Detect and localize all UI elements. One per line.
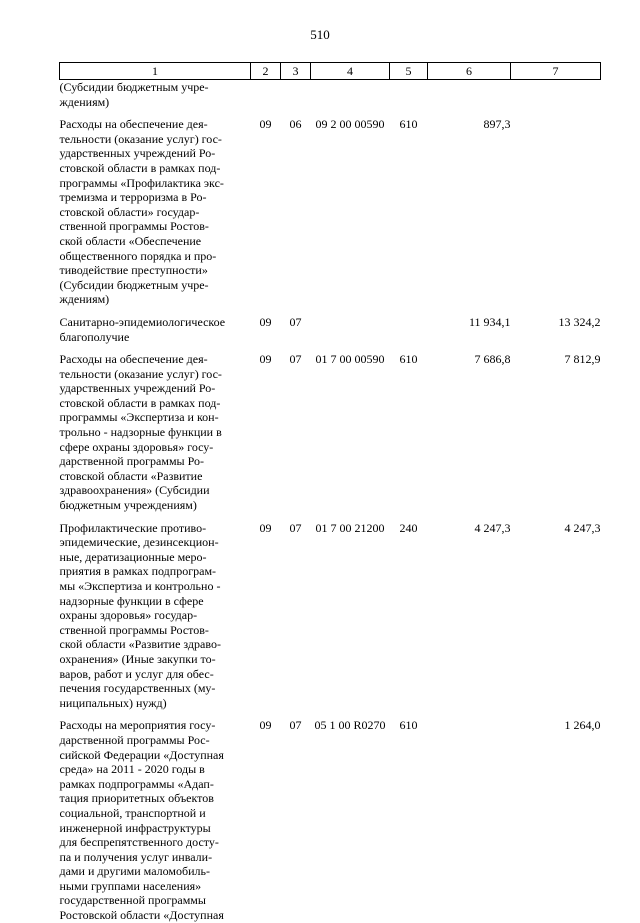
row-section: 09 bbox=[259, 314, 272, 329]
row-target-code bbox=[311, 80, 390, 110]
row-target-code bbox=[311, 315, 390, 344]
row-description: (Субсидии бюджетным учре- ждениям) bbox=[59, 80, 209, 109]
row-subsection: 07 bbox=[289, 520, 302, 535]
row-section bbox=[251, 80, 281, 110]
row-section: 09 bbox=[259, 117, 272, 132]
row-subsection: 07 bbox=[289, 352, 302, 367]
row-expense-type: 610 bbox=[399, 117, 418, 132]
header-col-2: 2 bbox=[251, 63, 281, 80]
page-number: 510 bbox=[310, 27, 330, 42]
row-subsection: 07 bbox=[289, 314, 302, 329]
row-subsection: 06 bbox=[289, 117, 302, 132]
row-amount-col6: 7 686,8 bbox=[474, 352, 511, 367]
table-row bbox=[60, 315, 601, 344]
row-target-code: 05 1 00 R0270 bbox=[314, 718, 386, 733]
budget-table bbox=[59, 62, 601, 923]
row-amount-col6 bbox=[428, 718, 511, 922]
row-amount-col6: 897,3 bbox=[483, 117, 511, 132]
header-col-1: 1 bbox=[60, 63, 251, 80]
row-expense-type: 610 bbox=[399, 718, 418, 733]
row-subsection bbox=[281, 80, 311, 110]
row-expense-type bbox=[390, 80, 428, 110]
row-section: 09 bbox=[259, 520, 272, 535]
row-description: Расходы на обеспечение дея- тельности (оказание услуг) гос- ударственных учреждений Ро- стовской области в рамках под- программы «Экспертиза и кон- трольно - надзорные функции в сфере охраны здоровья» госу- дарственной программы Ро- стовской области «Развитие здравоохранения» (Субсидии бюджетным учреждениям) bbox=[59, 352, 222, 513]
table-row bbox=[60, 117, 601, 307]
header-row bbox=[60, 63, 601, 80]
row-amount-col7: 1 264,0 bbox=[564, 718, 601, 733]
row-amount-col6: 11 934,1 bbox=[468, 314, 511, 329]
row-section: 09 bbox=[259, 352, 272, 367]
row-expense-type: 610 bbox=[399, 352, 418, 367]
row-amount-col7: 4 247,3 bbox=[564, 520, 601, 535]
row-section: 09 bbox=[259, 718, 272, 733]
row-description: Профилактические противо- эпидемические, дезинсекцион- ные, дератизационные меро- приятия в рамках подпрограм- мы «Экспертиза и контрольно - надзорные функции в сфере охраны здоровья» государ- ственной программы Ростов- ской области «Развитие здраво- охранения» (Иные закупки то- варов, работ и услуг для обес- печения государственных (му- ниципальных) нужд) bbox=[59, 520, 221, 710]
row-target-code: 09 2 00 00590 bbox=[315, 117, 385, 132]
row-amount-col6 bbox=[428, 80, 511, 110]
row-amount-col7: 13 324,2 bbox=[558, 314, 601, 329]
header-col-6: 6 bbox=[428, 63, 511, 80]
header-col-7: 7 bbox=[511, 63, 601, 80]
row-expense-type: 240 bbox=[399, 520, 418, 535]
row-expense-type bbox=[390, 315, 428, 344]
row-target-code: 01 7 00 00590 bbox=[315, 352, 385, 367]
row-amount-col7 bbox=[511, 80, 601, 110]
row-description: Расходы на обеспечение дея- тельности (оказание услуг) гос- ударственных учреждений Ро- стовской области в рамках под- программы «Профилактика экс- тремизма и терроризма в Ро- стовской области» государ- ственной программы Ростов- ской области «Обеспечение общественного порядка и про- тиводействие преступности» (Субсидии бюджетным учре- ждениям) bbox=[59, 117, 224, 307]
table-row bbox=[60, 718, 601, 922]
row-amount-col7 bbox=[511, 117, 601, 307]
table-row bbox=[60, 521, 601, 711]
table-row bbox=[60, 80, 601, 110]
header-col-3: 3 bbox=[281, 63, 311, 80]
row-description: Расходы на мероприятия госу- дарственной программы Рос- сийской Федерации «Доступная среда» на 2011 - 2020 годы в рамках подпрограммы «Адап- тация приоритетных объектов социальной, транспортной и инженерной инфраструктуры для беспрепятственного досту- па и получения услуг инвали- дами и другими маломобиль- ными группами населения» государственной программы Ростовской области «Доступная bbox=[59, 718, 224, 923]
row-amount-col7: 7 812,9 bbox=[564, 352, 601, 367]
table-row bbox=[60, 352, 601, 513]
header-col-5: 5 bbox=[390, 63, 428, 80]
row-amount-col6: 4 247,3 bbox=[474, 520, 511, 535]
row-subsection: 07 bbox=[289, 718, 302, 733]
row-description: Санитарно-эпидемиологическое благополучие bbox=[59, 314, 226, 344]
row-target-code: 01 7 00 21200 bbox=[315, 520, 385, 535]
header-col-4: 4 bbox=[311, 63, 390, 80]
